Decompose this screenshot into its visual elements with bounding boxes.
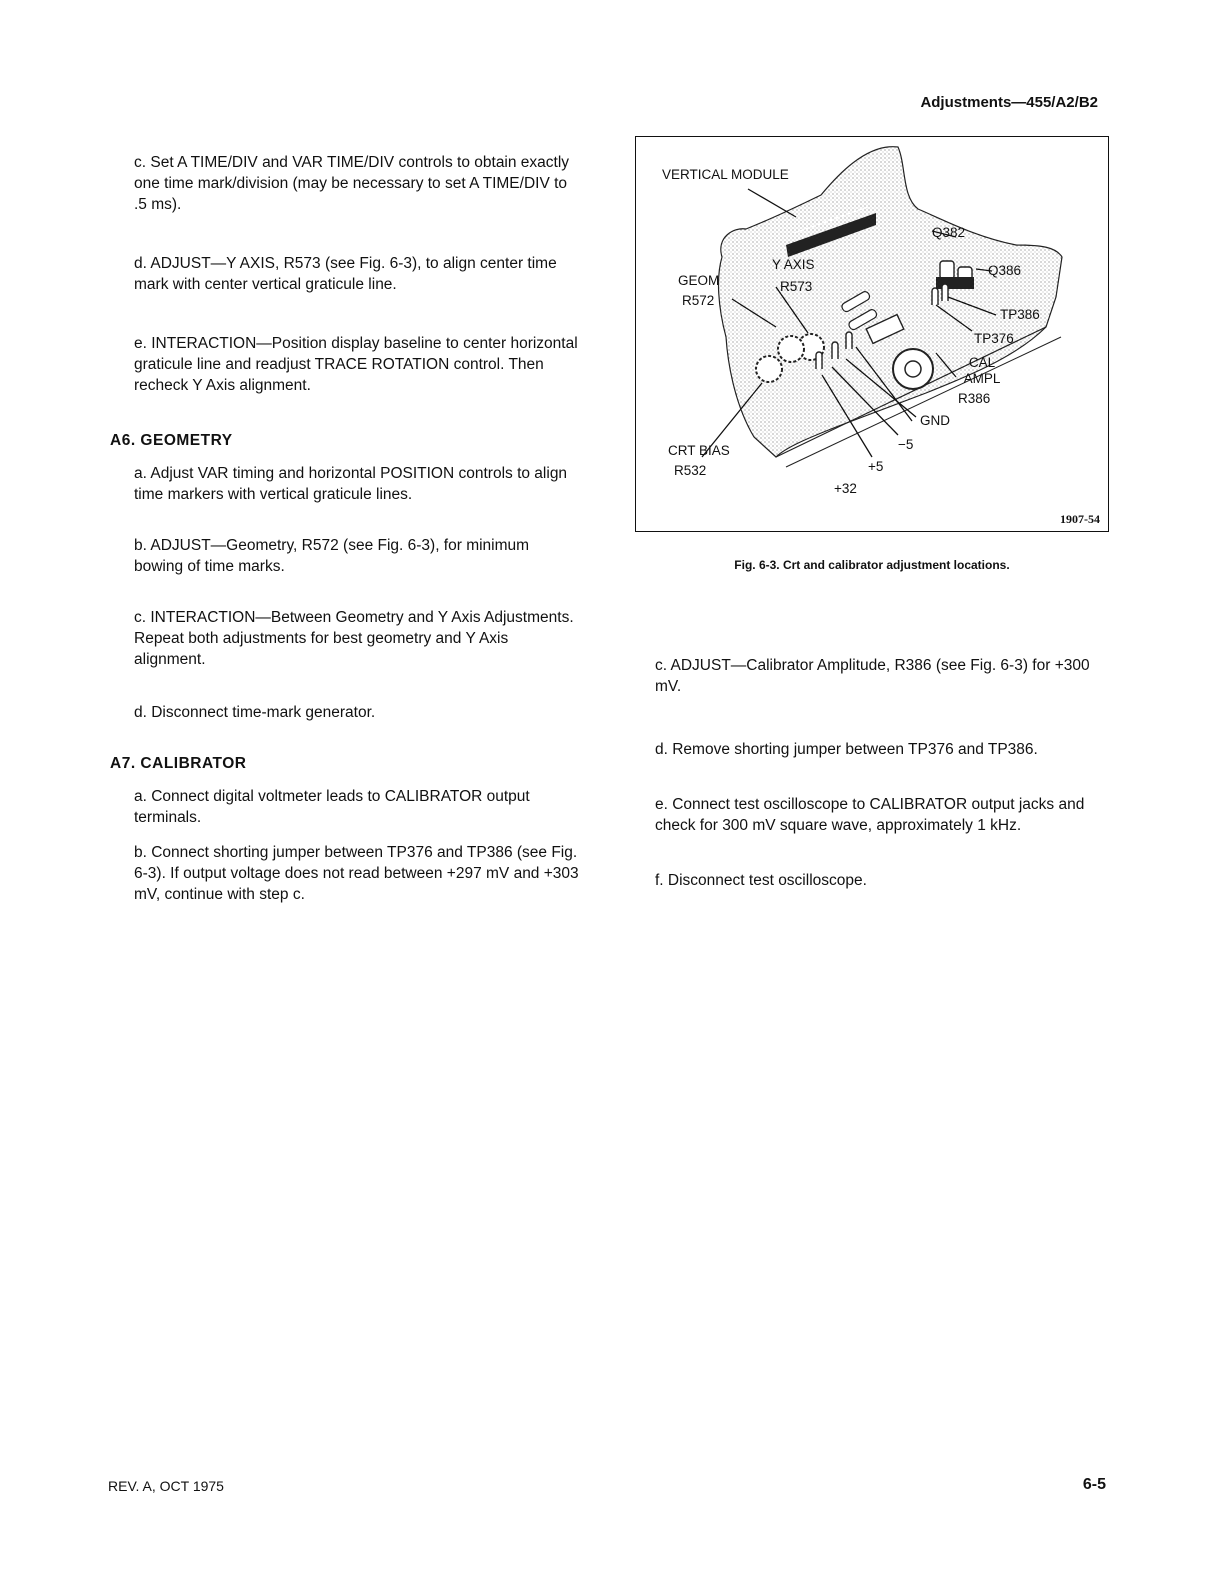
label-minus5: −5 bbox=[898, 437, 914, 452]
q382-transistor bbox=[940, 261, 954, 279]
step-d-y-axis: d. ADJUST—Y AXIS, R573 (see Fig. 6-3), to align center time mark with center vertical graticule line. bbox=[134, 255, 557, 293]
a7-step-f: f. Disconnect test oscilloscope. bbox=[655, 872, 867, 889]
label-tp386: TP386 bbox=[1000, 307, 1040, 322]
label-y-axis: Y AXIS bbox=[772, 257, 815, 272]
r532-pot bbox=[756, 356, 782, 382]
label-plus5: +5 bbox=[868, 459, 884, 474]
label-vertical-module: VERTICAL MODULE bbox=[662, 167, 789, 182]
revision-note: REV. A, OCT 1975 bbox=[108, 1478, 224, 1494]
a6-step-a: a. Adjust VAR timing and horizontal POSITION controls to align time markers with vertical graticule lines. bbox=[134, 465, 568, 503]
a7-step-c: c. ADJUST—Calibrator Amplitude, R386 (see Fig. 6-3) for +300 mV. bbox=[655, 657, 1090, 695]
label-r573: R573 bbox=[780, 279, 813, 294]
label-r572: R572 bbox=[682, 293, 715, 308]
label-geom: GEOM bbox=[678, 273, 720, 288]
left-column bbox=[110, 152, 580, 905]
label-tp376: TP376 bbox=[974, 331, 1014, 346]
test-point-minus5 bbox=[846, 332, 852, 349]
test-point-tp386 bbox=[942, 284, 948, 301]
test-point-plus5 bbox=[832, 342, 838, 359]
a6-step-d: d. Disconnect time-mark generator. bbox=[134, 704, 376, 721]
label-gnd: GND bbox=[920, 413, 950, 428]
label-q386: Q386 bbox=[988, 263, 1022, 278]
figure-caption: Fig. 6-3. Crt and calibrator adjustment locations. bbox=[734, 558, 1010, 572]
a6-step-c: c. INTERACTION—Between Geometry and Y Axis Adjustments. Repeat both adjustments for best geometry and Y Axis alignment. bbox=[134, 609, 574, 668]
label-q382: Q382 bbox=[932, 225, 966, 240]
a7-step-e: e. Connect test oscilloscope to CALIBRATOR output jacks and check for 300 mV square wave, approximately 1 kHz. bbox=[655, 796, 1085, 834]
figure-number: 1907-54 bbox=[1060, 512, 1100, 526]
a6-step-b: b. ADJUST—Geometry, R572 (see Fig. 6-3), for minimum bowing of time marks. bbox=[134, 537, 530, 575]
page-number: 6-5 bbox=[1082, 1476, 1106, 1493]
a7-step-d: d. Remove shorting jumper between TP376 and TP386. bbox=[655, 741, 1038, 758]
test-point-plus32 bbox=[816, 352, 822, 369]
test-point-tp376 bbox=[932, 288, 938, 305]
a7-step-a: a. Connect digital voltmeter leads to CALIBRATOR output terminals. bbox=[134, 788, 530, 826]
section-heading-a6: A6. GEOMETRY bbox=[110, 432, 233, 449]
label-plus32: +32 bbox=[834, 481, 857, 496]
running-header: Adjustments—455/A2/B2 bbox=[920, 94, 1098, 111]
board-surface bbox=[719, 147, 1062, 457]
step-e-interaction: e. INTERACTION—Position display baseline to center horizontal graticule line and readjust TRACE ROTATION control. Then recheck Y Axis alignment. bbox=[134, 335, 578, 394]
a7-step-b: b. Connect shorting jumper between TP376 and TP386 (see Fig. 6-3). If output voltage does not read between +297 mV and +303 mV, continue with step c. bbox=[134, 844, 579, 903]
label-crt-bias: CRT BIAS bbox=[668, 443, 730, 458]
label-r532: R532 bbox=[674, 463, 707, 478]
step-c-time-div: c. Set A TIME/DIV and VAR TIME/DIV controls to obtain exactly one time mark/division (may be necessary to set A TIME/DIV to .5 ms). bbox=[134, 154, 570, 213]
label-r386: R386 bbox=[958, 391, 991, 406]
r572-pot bbox=[778, 336, 804, 362]
figure-6-3 bbox=[635, 136, 1109, 532]
right-column bbox=[655, 655, 1115, 891]
section-heading-a7: A7. CALIBRATOR bbox=[110, 755, 247, 772]
label-cal-ampl: CAL AMPL bbox=[963, 355, 1001, 386]
